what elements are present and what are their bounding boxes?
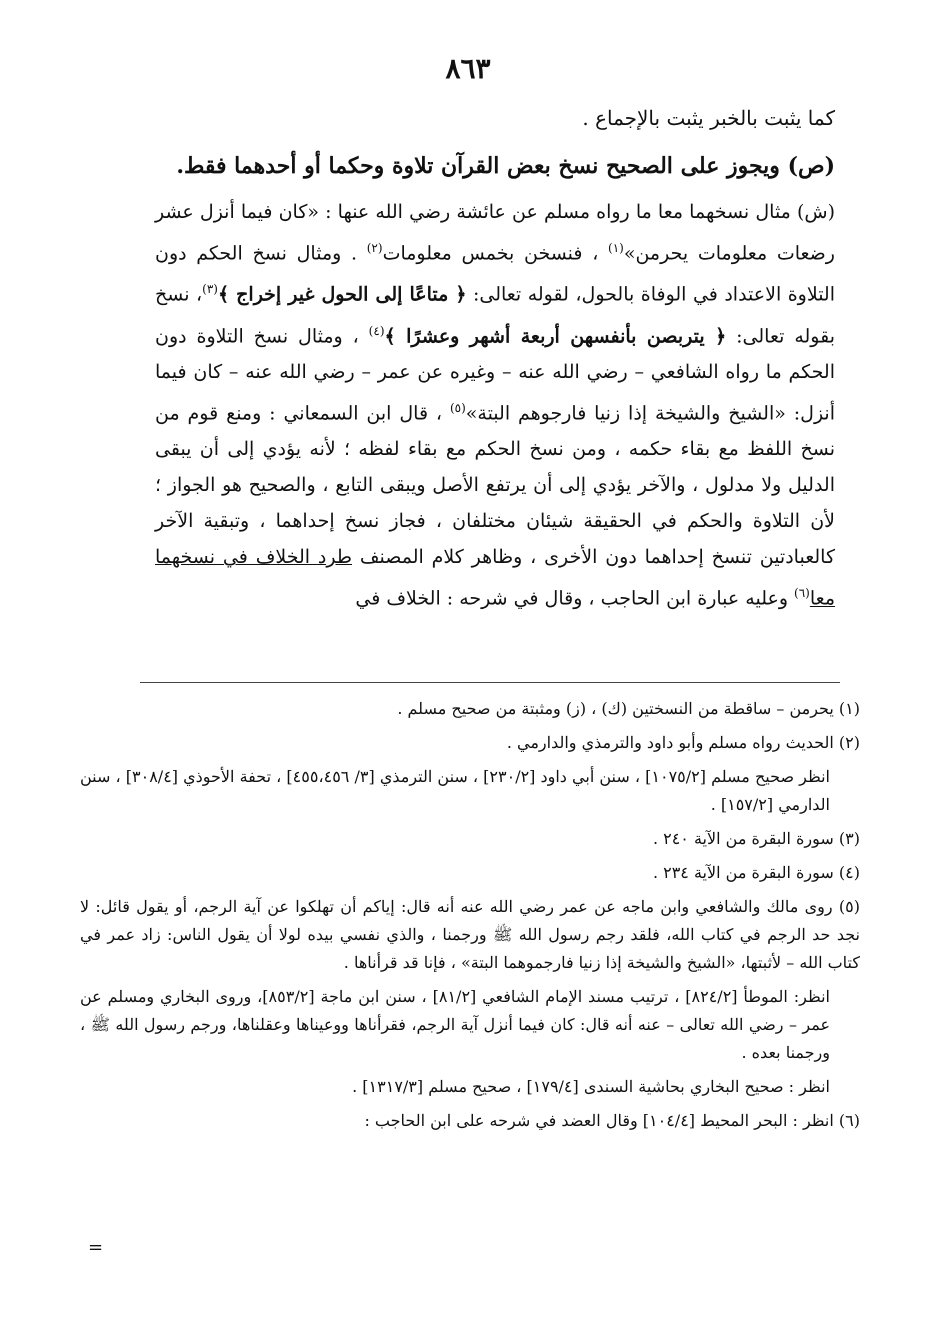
text-part: (ش) مثال نسخهما معا ما رواه مسلم عن عائشة رضي الله عنها : «كان فيما أنزل عشر رضعات معلومات يحرمن» bbox=[155, 201, 835, 265]
footnote-1: (١) يحرمن – ساقطة من النسختين (ك) ، (ز) ومثبتة من صحيح مسلم . bbox=[397, 699, 860, 718]
underlined-phrase: طرد الخلاف في نسخهما معا bbox=[155, 546, 835, 610]
main-text bbox=[155, 100, 835, 617]
footnote-ref[interactable]: (٦) bbox=[794, 586, 810, 601]
text-part: ، ومثال نسخ التلاوة دون الحكم ما رواه الشافعي – رضي الله عنه – وغيره عن عمر – رضي الله عنه – كان فيما أنزل: «الشيخ والشيخة إذا زنيا فارجوهم البتة» bbox=[155, 324, 835, 425]
first-line: كما يثبت بالخبر يثبت بالإجماع . bbox=[582, 106, 835, 130]
section-heading: (ص) ويجوز على الصحيح نسخ بعض القرآن تلاوة وحكما أو أحدهما فقط. bbox=[176, 153, 835, 179]
footnote-3: (٣) سورة البقرة من الآية ٢٤٠ . bbox=[652, 829, 860, 848]
footnote-2: (٢) الحديث رواه مسلم وأبو داود والترمذي والدارمي . bbox=[506, 733, 860, 752]
footnote-ref[interactable]: (٣) bbox=[202, 282, 218, 297]
text-part: . ومثال نسخ الحكم دون التلاوة الاعتداد في الوفاة بالحول، لقوله تعالى: bbox=[155, 242, 835, 306]
page-number: ٨٦٣ bbox=[445, 52, 491, 85]
text-part: ، نسخ بقوله تعالى: bbox=[155, 283, 836, 347]
quran-verse: ﴿ يتربصن بأنفسهن أربعة أشهر وعشرًا ﴾ bbox=[384, 324, 727, 347]
continuation-mark: = bbox=[88, 1237, 104, 1258]
footnote-ref[interactable]: (٥) bbox=[449, 400, 466, 415]
quran-verse: ﴿ متاعًا إلى الحول غير إخراج ﴾ bbox=[217, 283, 467, 306]
footnote-4: (٤) سورة البقرة من الآية ٢٣٤ . bbox=[652, 863, 860, 882]
footnote-5-reference-1: انظر: الموطأ [٨٢٤/٢] ، ترتيب مسند الإمام الشافعي [٨١/٢] ، سنن ابن ماجة [٨٥٣/٢]، وروى البخاري ومسلم عن عمر – رضي الله تعالى – عنه أنه قال: كان فيما أنزل آية الرجم، فقرأناها ووعيناها وعقلناها، ورجم رسول الله ﷺ ، ورجمنا بعده . bbox=[80, 987, 831, 1062]
text-part: ، قال ابن السمعاني : ومنع قوم من نسخ اللفظ مع بقاء حكمه ، ومن نسخ الحكم مع بقاء لفظه ؛ لأنه يؤدي إلى أن يبقى الدليل ولا مدلول ، والآخر يؤدي إلى أن يرتفع الأصل ويبقى التابع ، والصحيح هو الجواز ؛ لأن التلاوة والحكم في الحقيقة شيئان مختلفان ، فجاز نسخ إحداهما ، وتبقية الآخر كالعبادتين تنسخ إحداهما دون الأخرى ، وظاهر كلام المصنف bbox=[155, 402, 835, 569]
commentary-paragraph bbox=[155, 194, 835, 617]
footnote-divider bbox=[140, 682, 840, 683]
footnote-5: (٥) روى مالك والشافعي وابن ماجه عن عمر رضي الله عنه أنه قال: إياكم أن تهلكوا عن آية الرجم، أو يقول قائل: لا نجد حد الرجم في كتاب الله، فلقد رجم رسول الله ﷺ ورجمنا ، والذي نفسي بيده لولا أن يقول الناس: زاد عمر في كتاب الله – لأثبتها، «الشيخ والشيخة إذا زنيا فارجموهما البتة» ، فإنا قد قرأناها . bbox=[80, 897, 861, 972]
footnote-6: (٦) انظر : البحر المحيط [١٠٤/٤] وقال العضد في شرحه على ابن الحاجب : bbox=[364, 1111, 860, 1130]
footnote-2-reference: انظر صحيح مسلم [١٠٧٥/٢] ، سنن أبي داود [٢٣٠/٢] ، سنن الترمذي [٣/ ٤٥٥،٤٥٦] ، تحفة الأحوذي [٣٠٨/٤] ، سنن الدارمي [١٥٧/٢] . bbox=[80, 767, 830, 814]
footnote-ref[interactable]: (٤) bbox=[368, 323, 385, 338]
text-part: ، فنسخن بخمس معلومات bbox=[382, 242, 609, 265]
text-part: وعليه عبارة ابن الحاجب ، وقال في شرحه : الخلاف في bbox=[355, 587, 795, 610]
footnote-ref[interactable]: (١) bbox=[608, 241, 624, 255]
footnote-5-reference-2: انظر : صحيح البخاري بحاشية السندى [١٧٩/٤] ، صحيح مسلم [١٣١٧/٣] . bbox=[352, 1077, 830, 1096]
footnote-ref[interactable]: (٢) bbox=[366, 241, 383, 255]
footnotes-section bbox=[80, 695, 860, 1141]
